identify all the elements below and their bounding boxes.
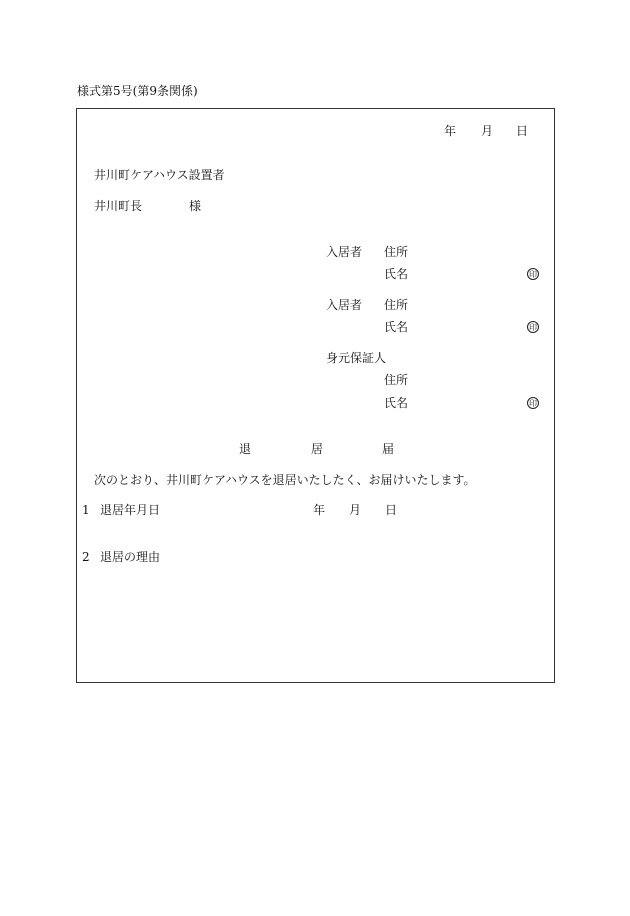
- applicant-1-seal-icon: 印: [529, 270, 537, 279]
- item-2-number: 2: [82, 550, 90, 564]
- statement-text: 次のとおり、井川町ケアハウスを退居いたしたく、お届けいたします。: [94, 473, 476, 487]
- document-title-char-3: 届: [382, 442, 395, 456]
- form-number-label: 様式第5号(第9条関係): [77, 84, 198, 98]
- item-1-month-label: 月: [349, 503, 362, 517]
- form-frame: [76, 108, 555, 683]
- applicant-2-role: 入居者: [326, 298, 363, 312]
- item-1-year-label: 年: [313, 503, 326, 517]
- item-1-number: 1: [82, 503, 90, 517]
- item-1-day-label: 日: [385, 503, 398, 517]
- item-2-label: 退居の理由: [100, 550, 161, 564]
- date-day-label: 日: [516, 124, 529, 138]
- guarantor-role: 身元保証人: [326, 351, 387, 365]
- applicant-1-address-label: 住所: [384, 245, 409, 259]
- date-month-label: 月: [481, 124, 494, 138]
- document-title-char-2: 居: [311, 442, 324, 456]
- addressee-organization: 井川町ケアハウス設置者: [94, 168, 225, 182]
- applicant-2-seal-icon: 印: [529, 323, 537, 332]
- addressee-honorific: 様: [189, 199, 202, 213]
- date-year-label: 年: [444, 124, 457, 138]
- guarantor-name-label: 氏名: [384, 396, 409, 410]
- document-title-char-1: 退: [239, 442, 252, 456]
- applicant-2-address-label: 住所: [384, 298, 409, 312]
- applicant-1-name-label: 氏名: [384, 267, 409, 281]
- applicant-1-role: 入居者: [326, 245, 363, 259]
- guarantor-address-label: 住所: [384, 373, 409, 387]
- addressee-head: 井川町長: [94, 199, 143, 213]
- guarantor-seal-icon: 印: [529, 399, 537, 408]
- item-1-label: 退居年月日: [100, 503, 161, 517]
- applicant-2-name-label: 氏名: [384, 320, 409, 334]
